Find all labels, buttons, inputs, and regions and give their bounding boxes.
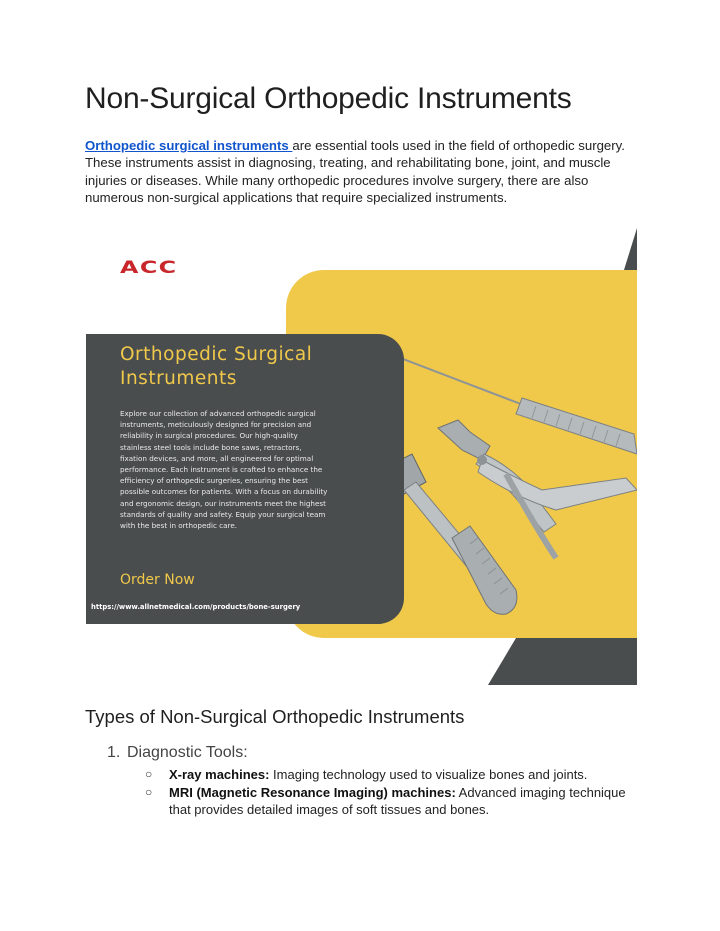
intro-text: are essential tools used in the field of orthopedic surgery. These instruments assist in diagnosing, treating, and rehabilitating bone, joint, and muscle injuries or diseases. While many orthopedic procedures involve surgery, there are also numerous non-surgical applications that require specialized instruments. [85,138,625,205]
list-number: 1. [107,744,121,761]
banner-url[interactable]: https://www.allnetmedical.com/products/bone-surgery [91,603,301,611]
bullet-icon: ○ [145,785,153,799]
item-term: X-ray machines: [169,767,270,782]
banner-description: Explore our collection of advanced orthopedic surgical instruments, meticulously designed for precision and reliability in surgical procedures. Our high-quality stainless steel tools include bone saws, retractors, fixation devices, and more, all engineered for optimal performance. Each instrument is crafted to enhance the efficiency of orthopedic surgeries, ensuring the best possible outcomes for patients. With a focus on durability and ergonomic design, our instruments meet the highest standards of quality and safety. Equip your surgical team with the best in orthopedic care. [120,409,328,531]
item-term: MRI (Magnetic Resonance Imaging) machines: [169,785,456,800]
orthopedic-instruments-link[interactable]: Orthopedic surgical instruments [85,138,293,153]
list-item-diagnostic-tools: Diagnostic Tools: [127,744,248,761]
page-title: Non-Surgical Orthopedic Instruments [85,82,572,115]
item-description: Advanced imaging technique that provides detailed images of soft tissues and bones. [169,785,626,817]
bullet-icon: ○ [145,767,153,781]
order-now-button[interactable]: Order Now [120,572,195,588]
item-description: Imaging technology used to visualize bones and joints. [269,767,588,782]
banner-title: Orthopedic Surgical Instruments [120,344,313,389]
intro-paragraph [85,137,645,206]
acc-logo: ACC [120,258,178,278]
list-item [169,784,639,818]
section-heading: Types of Non-Surgical Orthopedic Instruments [85,706,465,727]
list-item [169,766,639,783]
promo-banner [86,228,637,685]
